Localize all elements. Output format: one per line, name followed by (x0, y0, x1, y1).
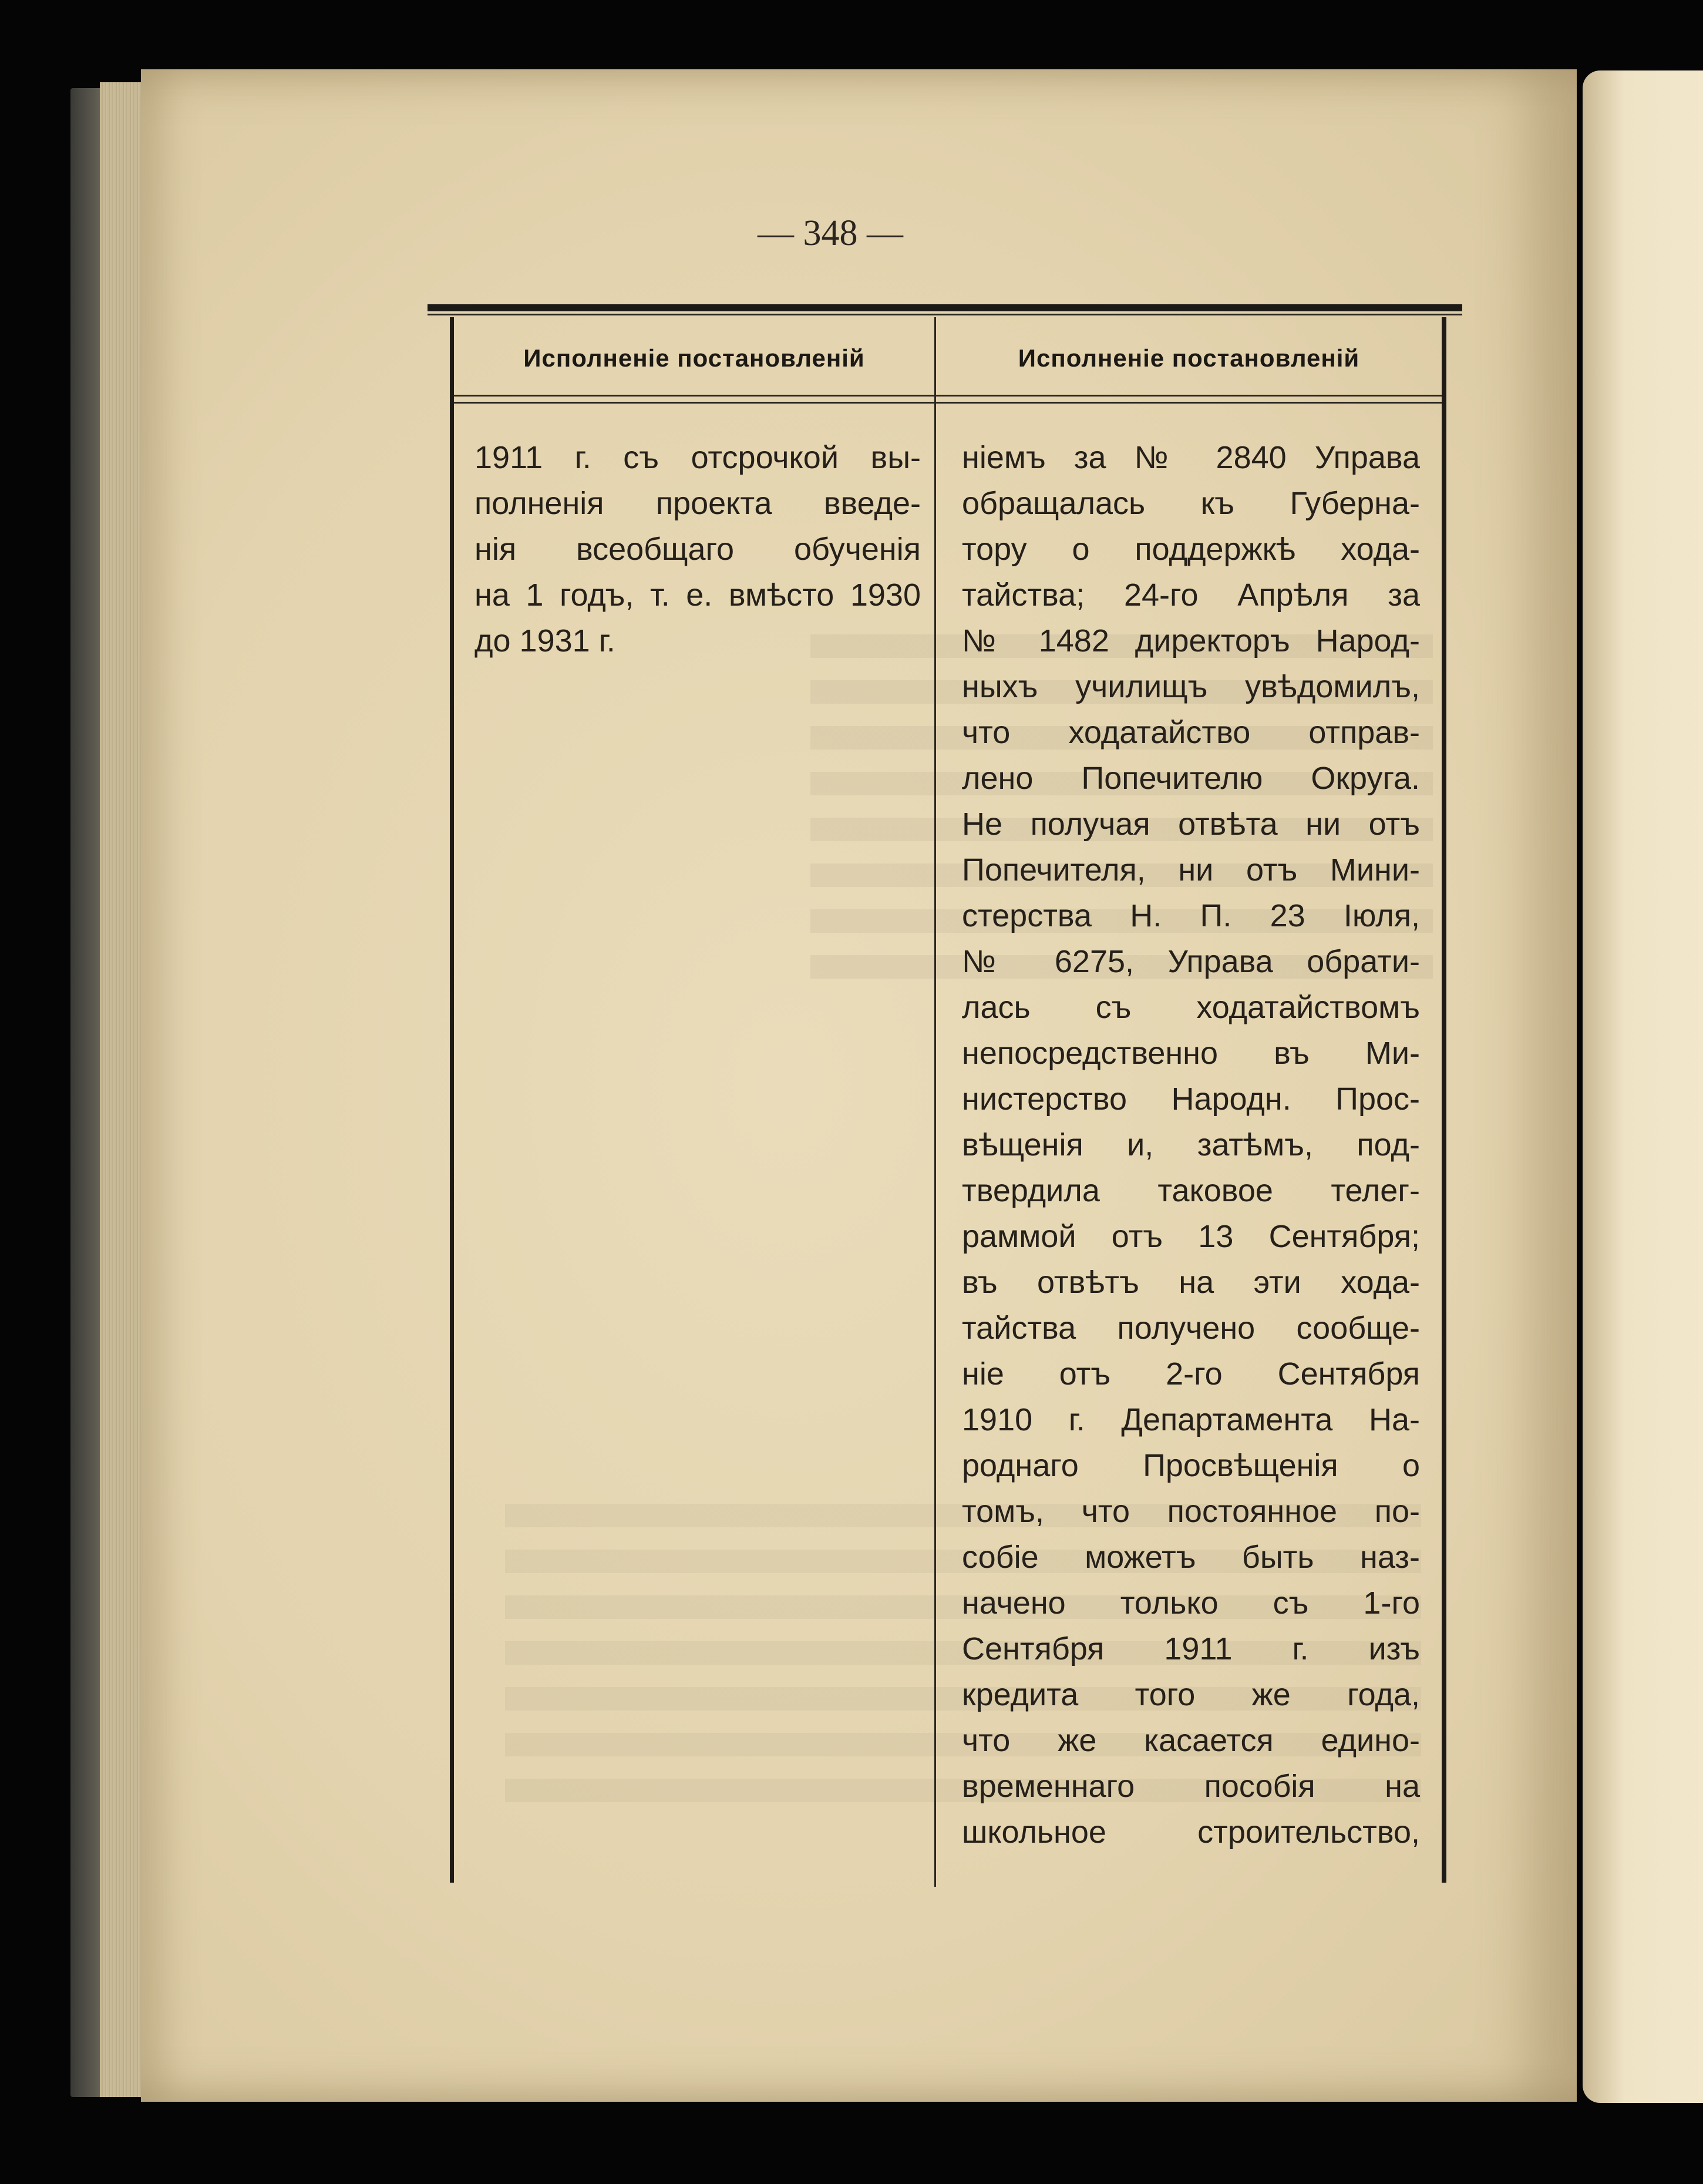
text-line: тайства получено сообще- (962, 1311, 1420, 1346)
text-line: что ходатайство отправ- (962, 715, 1420, 750)
text-line: Сентября 1911 г. изъ (962, 1631, 1420, 1666)
text-line: нистерство Народн. Прос- (962, 1081, 1420, 1117)
table-top-rule (428, 304, 1462, 311)
text-line: нія всеобщаго обученія (474, 532, 921, 567)
column-header-right: Исполненіе постановленій (1018, 344, 1360, 372)
text-line: кредита того же года, (962, 1677, 1420, 1712)
text-line: вѣщенія и, затѣмъ, под- (962, 1127, 1420, 1162)
table-top-rule-thin (428, 314, 1462, 315)
text-line: тайства; 24-го Апрѣля за (962, 577, 1420, 613)
text-line: непосредственно въ Ми- (962, 1036, 1420, 1071)
text-line: № 1482 директоръ Народ- (962, 623, 1420, 658)
text-line: на 1 годъ, т. е. вмѣсто 1930 (474, 577, 921, 613)
text-line: что же касается едино- (962, 1723, 1420, 1758)
text-line: школьное строительство, (962, 1815, 1420, 1850)
text-line: твердила таковое телег- (962, 1173, 1420, 1208)
text-line: собіе можетъ быть наз- (962, 1540, 1420, 1575)
text-line: лено Попечителю Округа. (962, 761, 1420, 796)
text-line: временнаго пособія на (962, 1769, 1420, 1804)
text-line: ніе отъ 2-го Сентября (962, 1356, 1420, 1392)
text-line: стерства Н. П. 23 Іюля, (962, 898, 1420, 933)
text-line: 1911 г. съ отсрочкой вы- (474, 440, 921, 475)
text-line: тору о поддержкѣ хода- (962, 532, 1420, 567)
text-line: ніемъ за № 2840 Управа (962, 440, 1420, 475)
table-column-divider (934, 317, 936, 1887)
text-line: ныхъ училищъ увѣдомилъ, (962, 669, 1420, 704)
header-rule-double (454, 402, 1442, 404)
text-line: Попечителя, ни отъ Мини- (962, 852, 1420, 888)
table-left-border (450, 317, 454, 1883)
text-line: роднаго Просвѣщенія о (962, 1448, 1420, 1483)
header-rule (454, 395, 1442, 397)
text-line: раммой отъ 13 Сентября; (962, 1219, 1420, 1254)
text-line: до 1931 г. (474, 623, 615, 658)
column-header-left: Исполненіе постановленій (523, 344, 865, 372)
table-right-border (1442, 317, 1446, 1883)
text-line: въ отвѣтъ на эти хода- (962, 1265, 1420, 1300)
page-number: — 348 — (758, 213, 903, 253)
text-line: начено только съ 1-го (962, 1585, 1420, 1621)
facing-page-edge (1583, 70, 1703, 2103)
text-line: 1910 г. Департамента На- (962, 1402, 1420, 1437)
text-line: лась съ ходатайствомъ (962, 990, 1420, 1025)
text-line: обращалась къ Губерна- (962, 486, 1420, 521)
text-line: № 6275, Управа обрати- (962, 944, 1420, 979)
text-line: полненія проекта введе- (474, 486, 921, 521)
text-line: Не получая отвѣта ни отъ (962, 807, 1420, 842)
text-line: томъ, что постоянное по- (962, 1494, 1420, 1529)
